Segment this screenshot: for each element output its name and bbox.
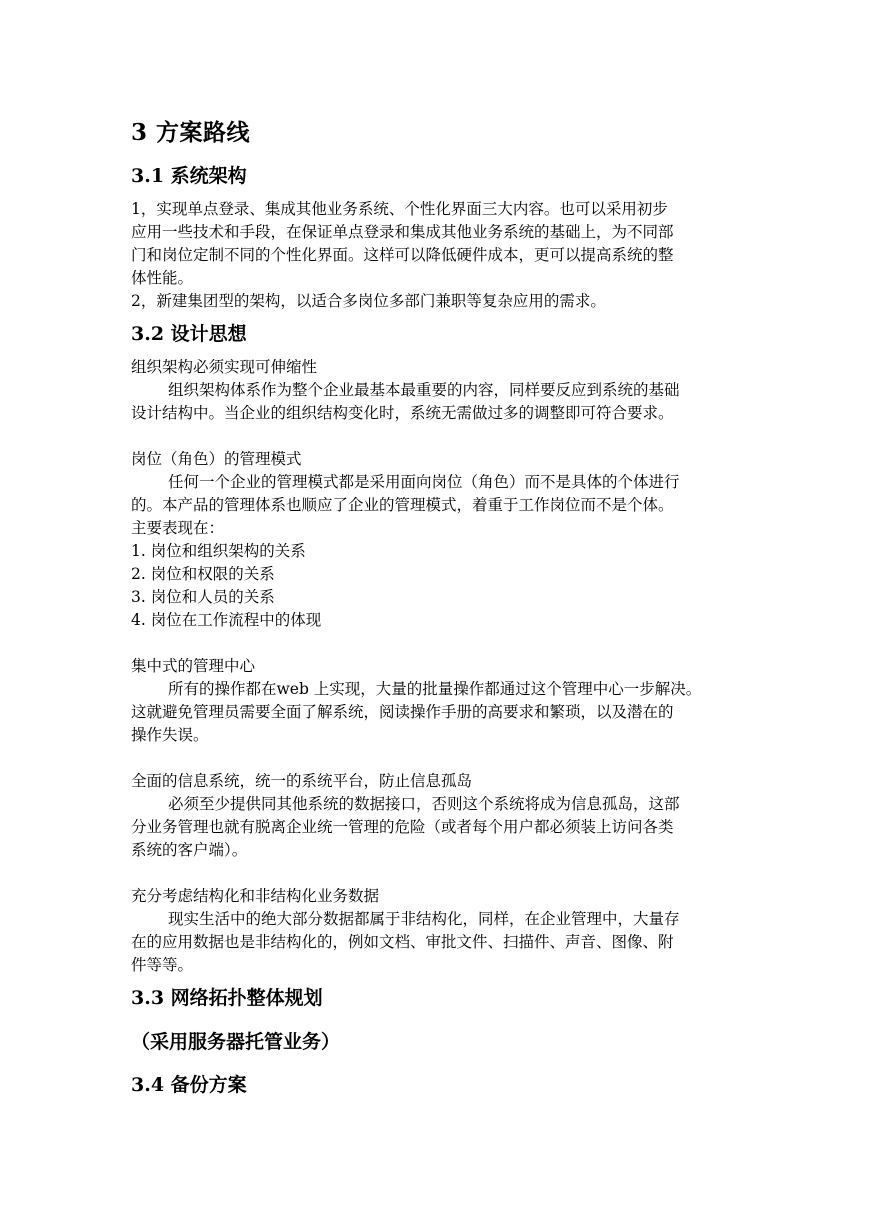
section-note: （采用服务器托管业务） — [131, 1031, 341, 1053]
paragraph-line: 现实生活中的绝大部分数据都属于非结构化，同样，在企业管理中，大量存 — [168, 910, 680, 928]
paragraph-line: 在的应用数据也是非结构化的，例如文档、审批文件、扫描件、声音、图像、附 — [131, 933, 674, 951]
paragraph-line: 2，新建集团型的架构，以适合多岗位多部门兼职等复杂应用的需求。 — [131, 292, 606, 310]
list-item: 4. 岗位在工作流程中的体现 — [131, 611, 322, 629]
paragraph-line: 体性能。 — [131, 269, 194, 287]
list-item: 1. 岗位和组织架构的关系 — [131, 542, 306, 560]
paragraph-line: 1，实现单点登录、集成其他业务系统、个性化界面三大内容。也可以采用初步 — [131, 200, 668, 218]
block-title: 集中式的管理中心 — [131, 657, 256, 675]
paragraph-line: 必须至少提供同其他系统的数据接口，否则这个系统将成为信息孤岛，这部 — [168, 795, 680, 813]
paragraph-line: 所有的操作都在web 上实现，大量的批量操作都通过这个管理中心一步解决。 — [168, 680, 702, 698]
paragraph-line: 任何一个企业的管理模式都是采用面向岗位（角色）而不是具体的个体进行 — [168, 473, 680, 491]
paragraph-line: 系统的客户端）。 — [131, 841, 248, 859]
paragraph-line: 分业务管理也就有脱离企业统一管理的危险（或者每个用户都必须装上访问各类 — [131, 818, 674, 836]
paragraph-line: 应用一些技术和手段，在保证单点登录和集成其他业务系统的基础上，为不同部 — [131, 223, 674, 241]
chapter-heading: 3 方案路线 — [131, 119, 251, 146]
section-heading-3-2: 3.2 设计思想 — [131, 323, 247, 345]
list-item: 2. 岗位和权限的关系 — [131, 565, 275, 583]
paragraph-line: 门和岗位定制不同的个性化界面。这样可以降低硬件成本，更可以提高系统的整 — [131, 246, 674, 264]
block-title: 充分考虑结构化和非结构化业务数据 — [131, 887, 380, 905]
section-heading-3-3: 3.3 网络拓扑整体规划 — [131, 987, 323, 1009]
paragraph-line: 组织架构体系作为整个企业最基本最重要的内容，同样要反应到系统的基础 — [168, 381, 680, 399]
block-title: 组织架构必须实现可伸缩性 — [131, 358, 318, 376]
block-title: 岗位（角色）的管理模式 — [131, 450, 302, 468]
paragraph-line: 的。本产品的管理体系也顺应了企业的管理模式，着重于工作岗位而不是个体。 — [131, 496, 674, 514]
section-heading-3-4: 3.4 备份方案 — [131, 1074, 247, 1096]
section-heading-3-1: 3.1 系统架构 — [131, 165, 247, 187]
paragraph-line: 件等等。 — [131, 956, 194, 974]
list-item: 3. 岗位和人员的关系 — [131, 588, 275, 606]
paragraph-line: 设计结构中。当企业的组织结构变化时，系统无需做过多的调整即可符合要求。 — [131, 404, 674, 422]
paragraph-line: 这就避免管理员需要全面了解系统，阅读操作手册的高要求和繁琐，以及潜在的 — [131, 703, 674, 721]
paragraph-line: 操作失误。 — [131, 726, 209, 744]
paragraph-line: 主要表现在： — [131, 519, 225, 537]
block-title: 全面的信息系统，统一的系统平台，防止信息孤岛 — [131, 772, 473, 790]
